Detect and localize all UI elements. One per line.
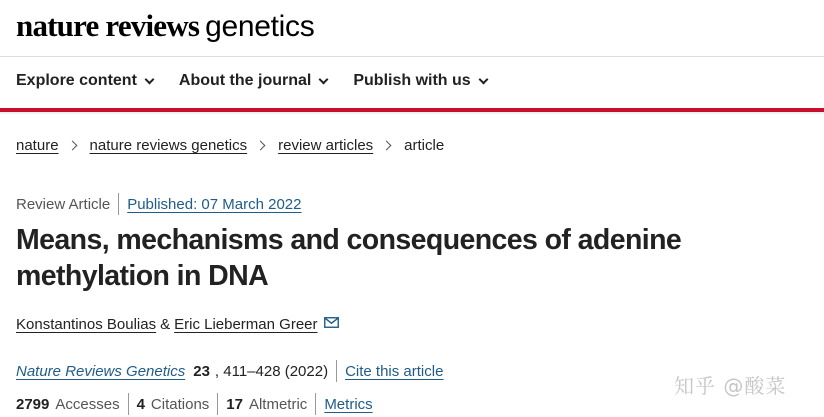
metrics-link[interactable]: Metrics (324, 395, 373, 413)
journal-name-link[interactable]: Nature Reviews Genetics (16, 362, 186, 380)
header-divider (0, 56, 824, 57)
divider (336, 360, 337, 382)
divider (217, 393, 218, 415)
article-metrics (16, 393, 373, 415)
chevron-right-icon (67, 141, 77, 151)
divider (118, 193, 119, 215)
article-title: Means, mechanisms and consequences of adenine methylation in DNA (16, 224, 682, 292)
nav-publish-with-us[interactable] (353, 72, 486, 90)
breadcrumb (16, 137, 444, 154)
accesses-count: 2799 (16, 395, 50, 413)
cite-this-article-link[interactable]: Cite this article (345, 362, 444, 380)
logo-brand-bold: nature reviews (16, 8, 200, 43)
logo-brand-light: genetics (205, 10, 315, 43)
chevron-down-icon (144, 74, 154, 84)
mail-icon[interactable] (324, 317, 339, 328)
altmetric-label: Altmetric (248, 395, 308, 413)
citation-line (16, 360, 443, 382)
divider (315, 393, 316, 415)
journal-volume: 23 (193, 362, 210, 380)
divider (128, 393, 129, 415)
breadcrumb-nature-reviews-genetics[interactable]: nature reviews genetics (89, 137, 248, 154)
nav-explore-content[interactable] (16, 72, 153, 90)
nav-publish-with-us-label: Publish with us (353, 72, 471, 89)
author-link-boulias[interactable]: Konstantinos Boulias (16, 316, 157, 333)
chevron-right-icon (256, 141, 266, 151)
chevron-right-icon (382, 141, 392, 151)
altmetric-count: 17 (226, 395, 243, 413)
journal-pages-year: , 411–428 (2022) (214, 362, 329, 380)
watermark: 知乎 @酸菜 (674, 374, 787, 398)
breadcrumb-nature[interactable]: nature (16, 137, 59, 154)
citations-label: Citations (150, 395, 210, 413)
journal-logo[interactable] (16, 8, 314, 48)
author-link-greer[interactable]: Eric Lieberman Greer (174, 316, 318, 333)
article-type: Review Article (16, 195, 111, 213)
nav-about-journal[interactable] (179, 72, 327, 90)
nav-explore-content-label: Explore content (16, 72, 137, 89)
citations-count: 4 (136, 395, 145, 413)
breadcrumb-review-articles[interactable]: review articles (278, 137, 374, 154)
article-meta (16, 193, 301, 215)
author-list (16, 316, 339, 333)
published-date-link[interactable]: Published: 07 March 2022 (127, 195, 302, 213)
nav-about-journal-label: About the journal (178, 72, 312, 89)
chevron-down-icon (319, 74, 329, 84)
accesses-label: Accesses (55, 395, 120, 413)
chevron-down-icon (478, 74, 488, 84)
author-separator: & (160, 316, 171, 333)
breadcrumb-current: article (404, 137, 445, 154)
main-nav (16, 72, 487, 90)
accent-shadow (0, 112, 824, 114)
